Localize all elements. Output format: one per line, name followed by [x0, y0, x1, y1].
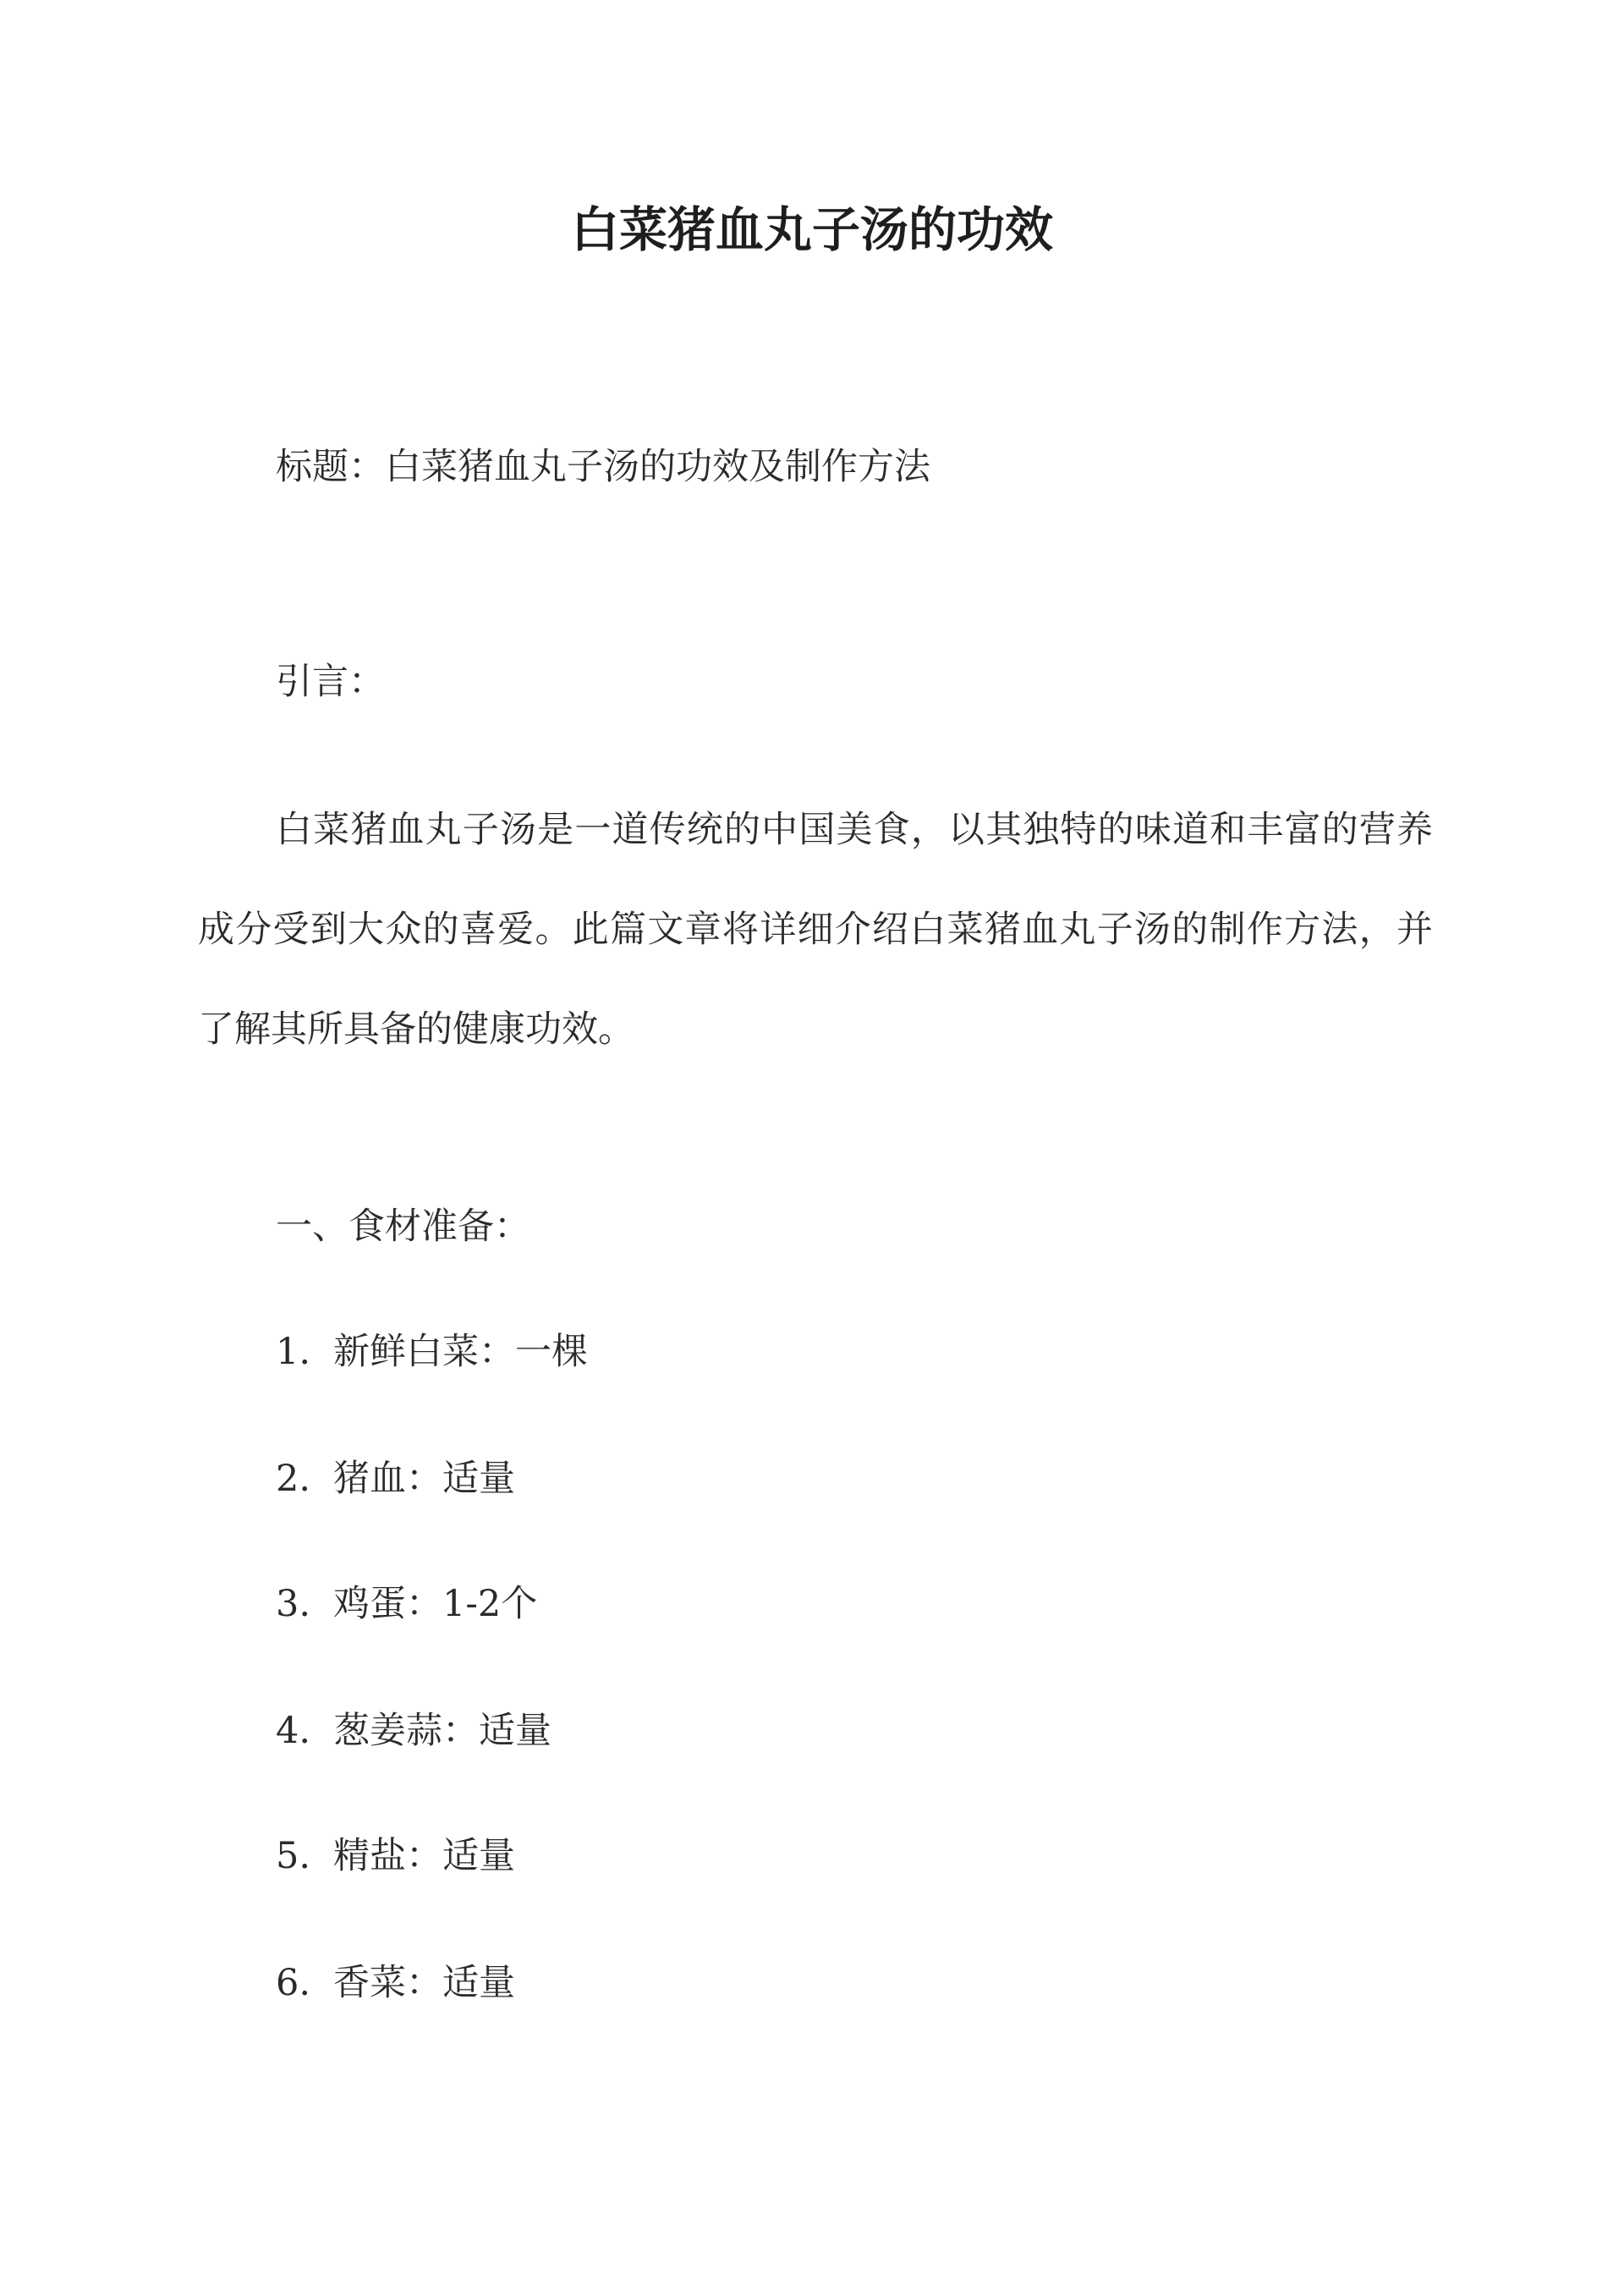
ingredient-number: 2. — [276, 1458, 311, 1500]
document-title: 白菜猪血丸子汤的功效 — [571, 201, 1053, 258]
ingredient-item — [276, 1831, 515, 1881]
ingredient-item — [276, 1453, 515, 1504]
ingredient-item — [276, 1958, 515, 2008]
ingredient-text: 新鲜白菜：一棵 — [333, 1331, 588, 1373]
ingredient-item — [276, 1579, 537, 1629]
ingredient-item — [276, 1327, 588, 1377]
intro-paragraph: 白菜猪血丸子汤是一道传统的中国美食，以其独特的味道和丰富的营养成分受到大众的喜爱。此篇文章将详细介绍白菜猪血丸子汤的制作方法，并了解其所具备的健康功效。 — [198, 809, 1433, 1051]
ingredient-text: 香菜：适量 — [333, 1962, 515, 2004]
ingredient-text: 精盐：适量 — [333, 1835, 515, 1877]
ingredient-number: 5. — [276, 1835, 311, 1877]
ingredient-text: 鸡蛋：1-2个 — [333, 1583, 538, 1625]
intro-heading: 引言： — [276, 661, 385, 703]
section-heading-ingredients: 一、食材准备： — [276, 1206, 530, 1248]
ingredient-item — [276, 1706, 551, 1756]
subtitle-line: 标题：白菜猪血丸子汤的功效及制作方法 — [276, 446, 930, 488]
ingredient-text: 葱姜蒜：适量 — [333, 1710, 551, 1752]
ingredient-number: 3. — [276, 1583, 311, 1625]
ingredient-number: 4. — [276, 1710, 311, 1752]
ingredient-number: 6. — [276, 1962, 311, 2004]
ingredient-number: 1. — [276, 1331, 311, 1373]
ingredient-text: 猪血：适量 — [333, 1458, 515, 1500]
